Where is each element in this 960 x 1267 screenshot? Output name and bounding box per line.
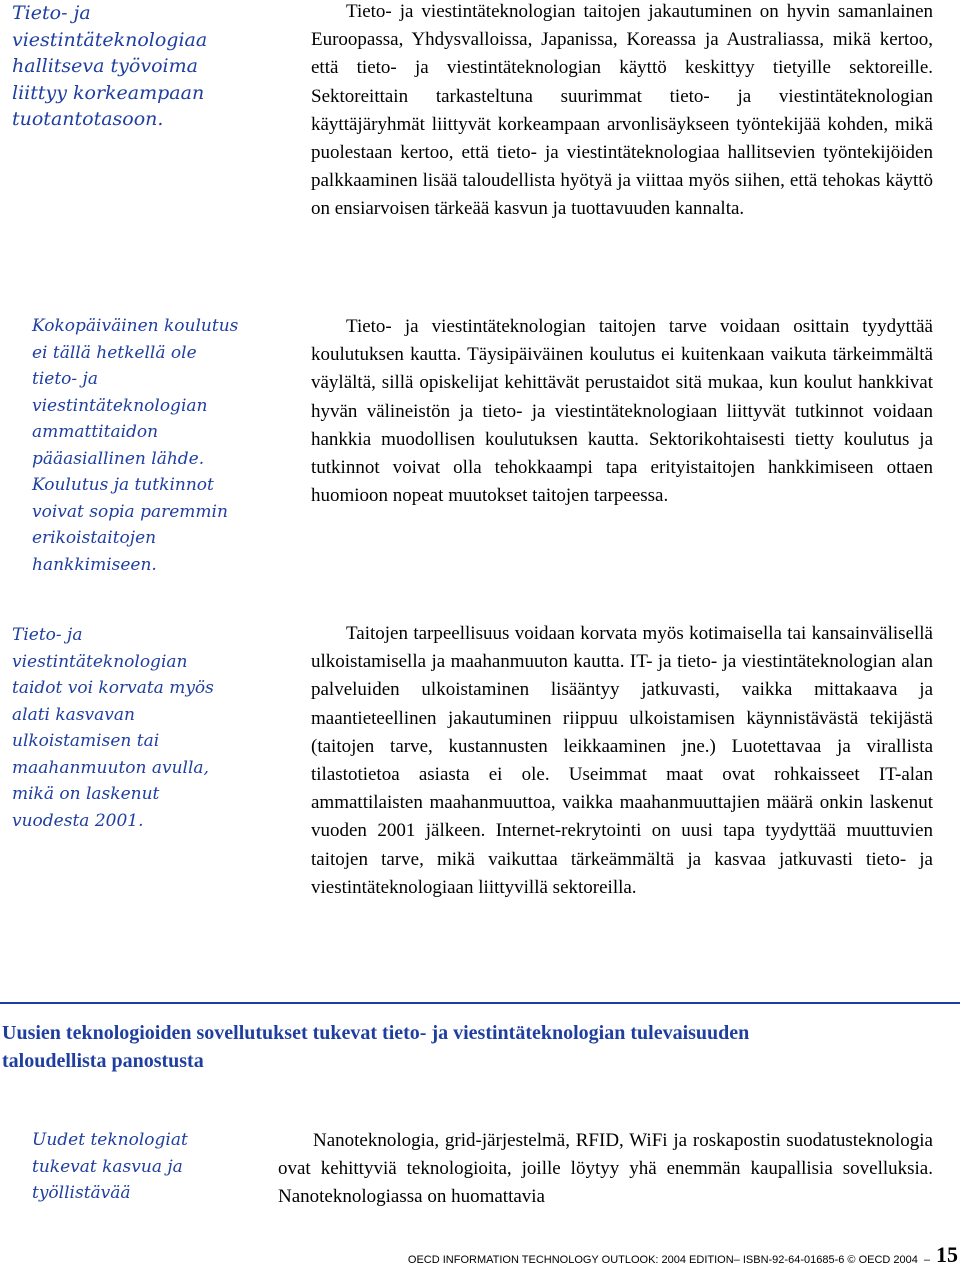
section-heading: Uusien teknologioiden sovellutukset tukevat tieto- ja viestintäteknologian tulevaisuuden taloudellista panostusta xyxy=(2,1022,750,1072)
margin-note-ict-workforce: Tieto- ja viestintäteknologiaa hallitseva työvoima liittyy korkeampaan tuotantotasoon. xyxy=(12,2,208,130)
paragraph-outsourcing: Taitojen tarpeellisuus voidaan korvata myös kotimaisella tai kansainvälisellä ulkoistamisella ja maahanmuuton kautta. IT- ja tieto- ja viestintäteknologian alan palveluiden ulkoistaminen lisääntyy jatkuvasti, vaikka mittakaava ja maantieteellinen jakautuminen riippuu ulkoistamisen käynnistävästä tekijästä (taitojen tarve, kustannusten leikkaaminen jne.) Luotettavaa ja virallista tilastotietoa asiasta ei ole. Useimmat maat ovat rohkaisseet IT-alan ammattilaisten maahanmuuttoa, vaikka maahanmuuttajien määrä onkin laskenut vuoden 2001 jälkeen. Internet-rekrytointi on uusi tapa tyydyttää muuttuvien taitojen tarve, mikä vaikuttaa tärkeämmältä ja kasvaa jatkuvasti tieto- ja viestintäteknologiaan liittyvillä sektoreilla. xyxy=(311,623,933,898)
paragraph-new-technologies: Nanoteknologia, grid-järjestelmä, RFID, WiFi ja roskapostin suodatusteknologia ovat kehittyviä teknologioita, joille löytyy yhä enemmän kaupallisia sovelluksia. Nanoteknologiassa on huomattavia xyxy=(278,1130,933,1208)
section-divider xyxy=(0,1002,960,1004)
footer-publication: OECD INFORMATION TECHNOLOGY OUTLOOK: 2004 EDITION– ISBN-92-64-01685-6 © OECD 2004 xyxy=(407,1254,918,1266)
page-footer xyxy=(360,1240,960,1266)
page-number: 15 xyxy=(936,1242,958,1267)
margin-note-education: Kokopäiväinen koulutus ei tällä hetkellä ole tieto- ja viestintäteknologian ammattitaidon pääasiallinen lähde. Koulutus ja tutkinnot voivat sopia paremmin erikoistaitojen hankkimiseen. xyxy=(32,316,239,575)
paragraph-education: Tieto- ja viestintäteknologian taitojen tarve voidaan osittain tyydyttää koulutuksen kautta. Täysipäiväinen koulutus ei kuitenkaan vaikuta tärkeimmältä väylältä, sillä opiskelijat kehittävät perustaidot sitä mukaa, kun koulut hankkivat hyvän välineistön ja tieto- ja viestintäteknologiaan liittyvät tutkinnot voidaan hankkia muodollisen koulutuksen kautta. Sektorikohtaisesti tietty koulutus ja tutkinnot voivat olla tehokkaampi tapa erityistaitojen hankkimiseen ottaen huomioon nopeat muutokset taitojen tarpeessa. xyxy=(311,316,933,507)
footer-separator: – xyxy=(923,1254,930,1266)
margin-note-outsourcing: Tieto- ja viestintäteknologian taidot voi korvata myös alati kasvavan ulkoistamisen tai maahanmuuton avulla, mikä on laskenut vuodesta 2001. xyxy=(12,625,214,831)
paragraph-skills-distribution: Tieto- ja viestintäteknologian taitojen jakautuminen on hyvin samanlainen Euroopassa, Yhdysvalloissa, Japanissa, Koreassa ja Australiassa, mikä kertoo, että tieto- ja viestintäteknologian käyttö keskittyy tietyille sektoreille. Sektoreittain tarkasteltuna suurimmat tieto- ja viestintäteknologian käyttäjäryhmät liittyvät korkeampaan arvonlisäykseen työntekijää kohden, mikä puolestaan kertoo, että tieto- ja viestintäteknologiaa hallitsevien työntekijöiden palkkaaminen lisää taloudellista hyötyä ja viittaa myös siihen, että tehokas käyttö on ensiarvoisen tärkeää kasvun ja tuottavuuden kannalta. xyxy=(311,1,933,220)
margin-note-new-technologies: Uudet teknologiat tukevat kasvua ja työllistävää xyxy=(32,1130,188,1203)
